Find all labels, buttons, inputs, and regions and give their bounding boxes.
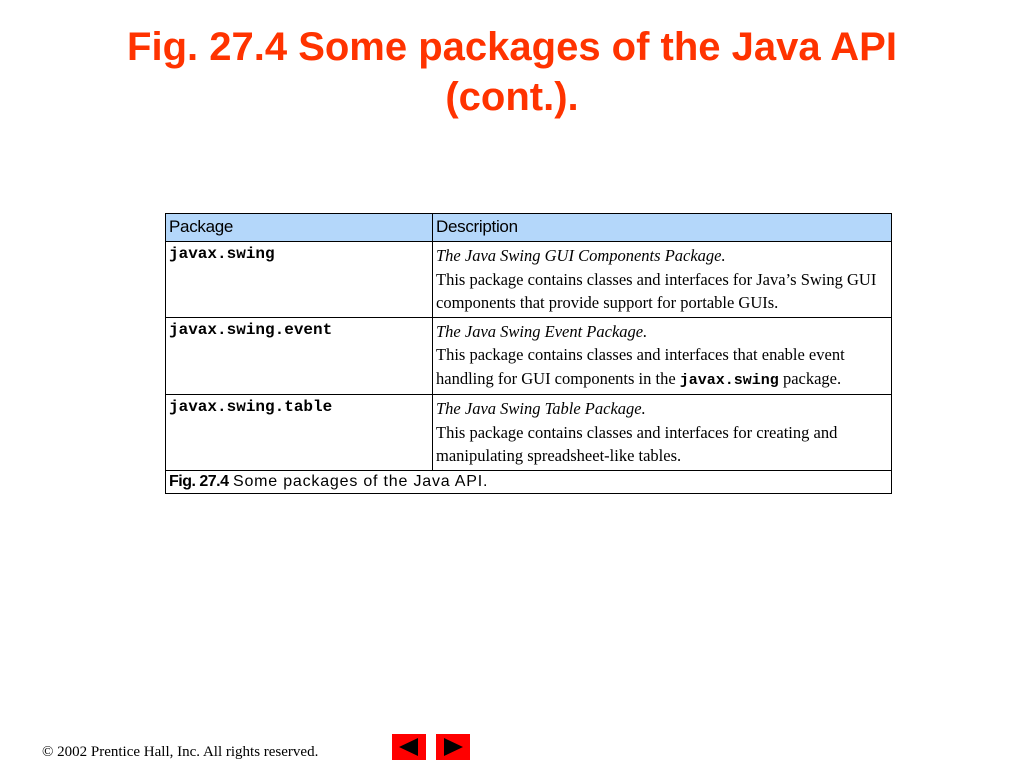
description-title: The Java Swing GUI Components Package. (436, 246, 726, 265)
description-body: This package contains classes and interfaces for creating and manipulating spreadsheet-like tables. (436, 422, 838, 465)
packages-table (165, 213, 892, 494)
package-description (433, 242, 892, 318)
table-caption (166, 470, 892, 493)
caption-label: Fig. 27.4 (169, 472, 229, 490)
table-caption-row (166, 470, 892, 493)
package-name: javax.swing (166, 242, 433, 318)
slide-title-line-2: (cont.). (445, 75, 579, 119)
slide-title-line-1: Fig. 27.4 Some packages of the Java API (127, 25, 897, 69)
copyright-notice: © 2002 Prentice Hall, Inc. All rights reserved. (42, 744, 319, 760)
package-name: javax.swing.event (166, 317, 433, 395)
slide-title (60, 22, 964, 122)
previous-slide-button[interactable] (392, 734, 426, 760)
description-code: javax.swing (679, 371, 779, 389)
next-slide-button[interactable] (436, 734, 470, 760)
caption-text: Some packages of the Java API. (232, 472, 489, 490)
description-title: The Java Swing Table Package. (436, 399, 646, 418)
description-body-end: package. (778, 368, 842, 388)
package-description (433, 317, 892, 395)
table-row (166, 317, 892, 395)
description-body: This package contains classes and interfaces that enable event handling for GUI components in the (436, 345, 845, 388)
column-header-description: Description (433, 214, 892, 242)
table-row (166, 242, 892, 318)
description-body: This package contains classes and interfaces for Java’s Swing GUI components that provide support for portable GUIs. (436, 269, 877, 312)
table-header-row (166, 214, 892, 242)
right-arrow-icon (436, 734, 470, 760)
table-row (166, 395, 892, 471)
package-name: javax.swing.table (166, 395, 433, 471)
description-title: The Java Swing Event Package. (436, 321, 648, 341)
column-header-package: Package (166, 214, 433, 242)
package-description (433, 395, 892, 471)
left-arrow-icon (392, 734, 426, 760)
